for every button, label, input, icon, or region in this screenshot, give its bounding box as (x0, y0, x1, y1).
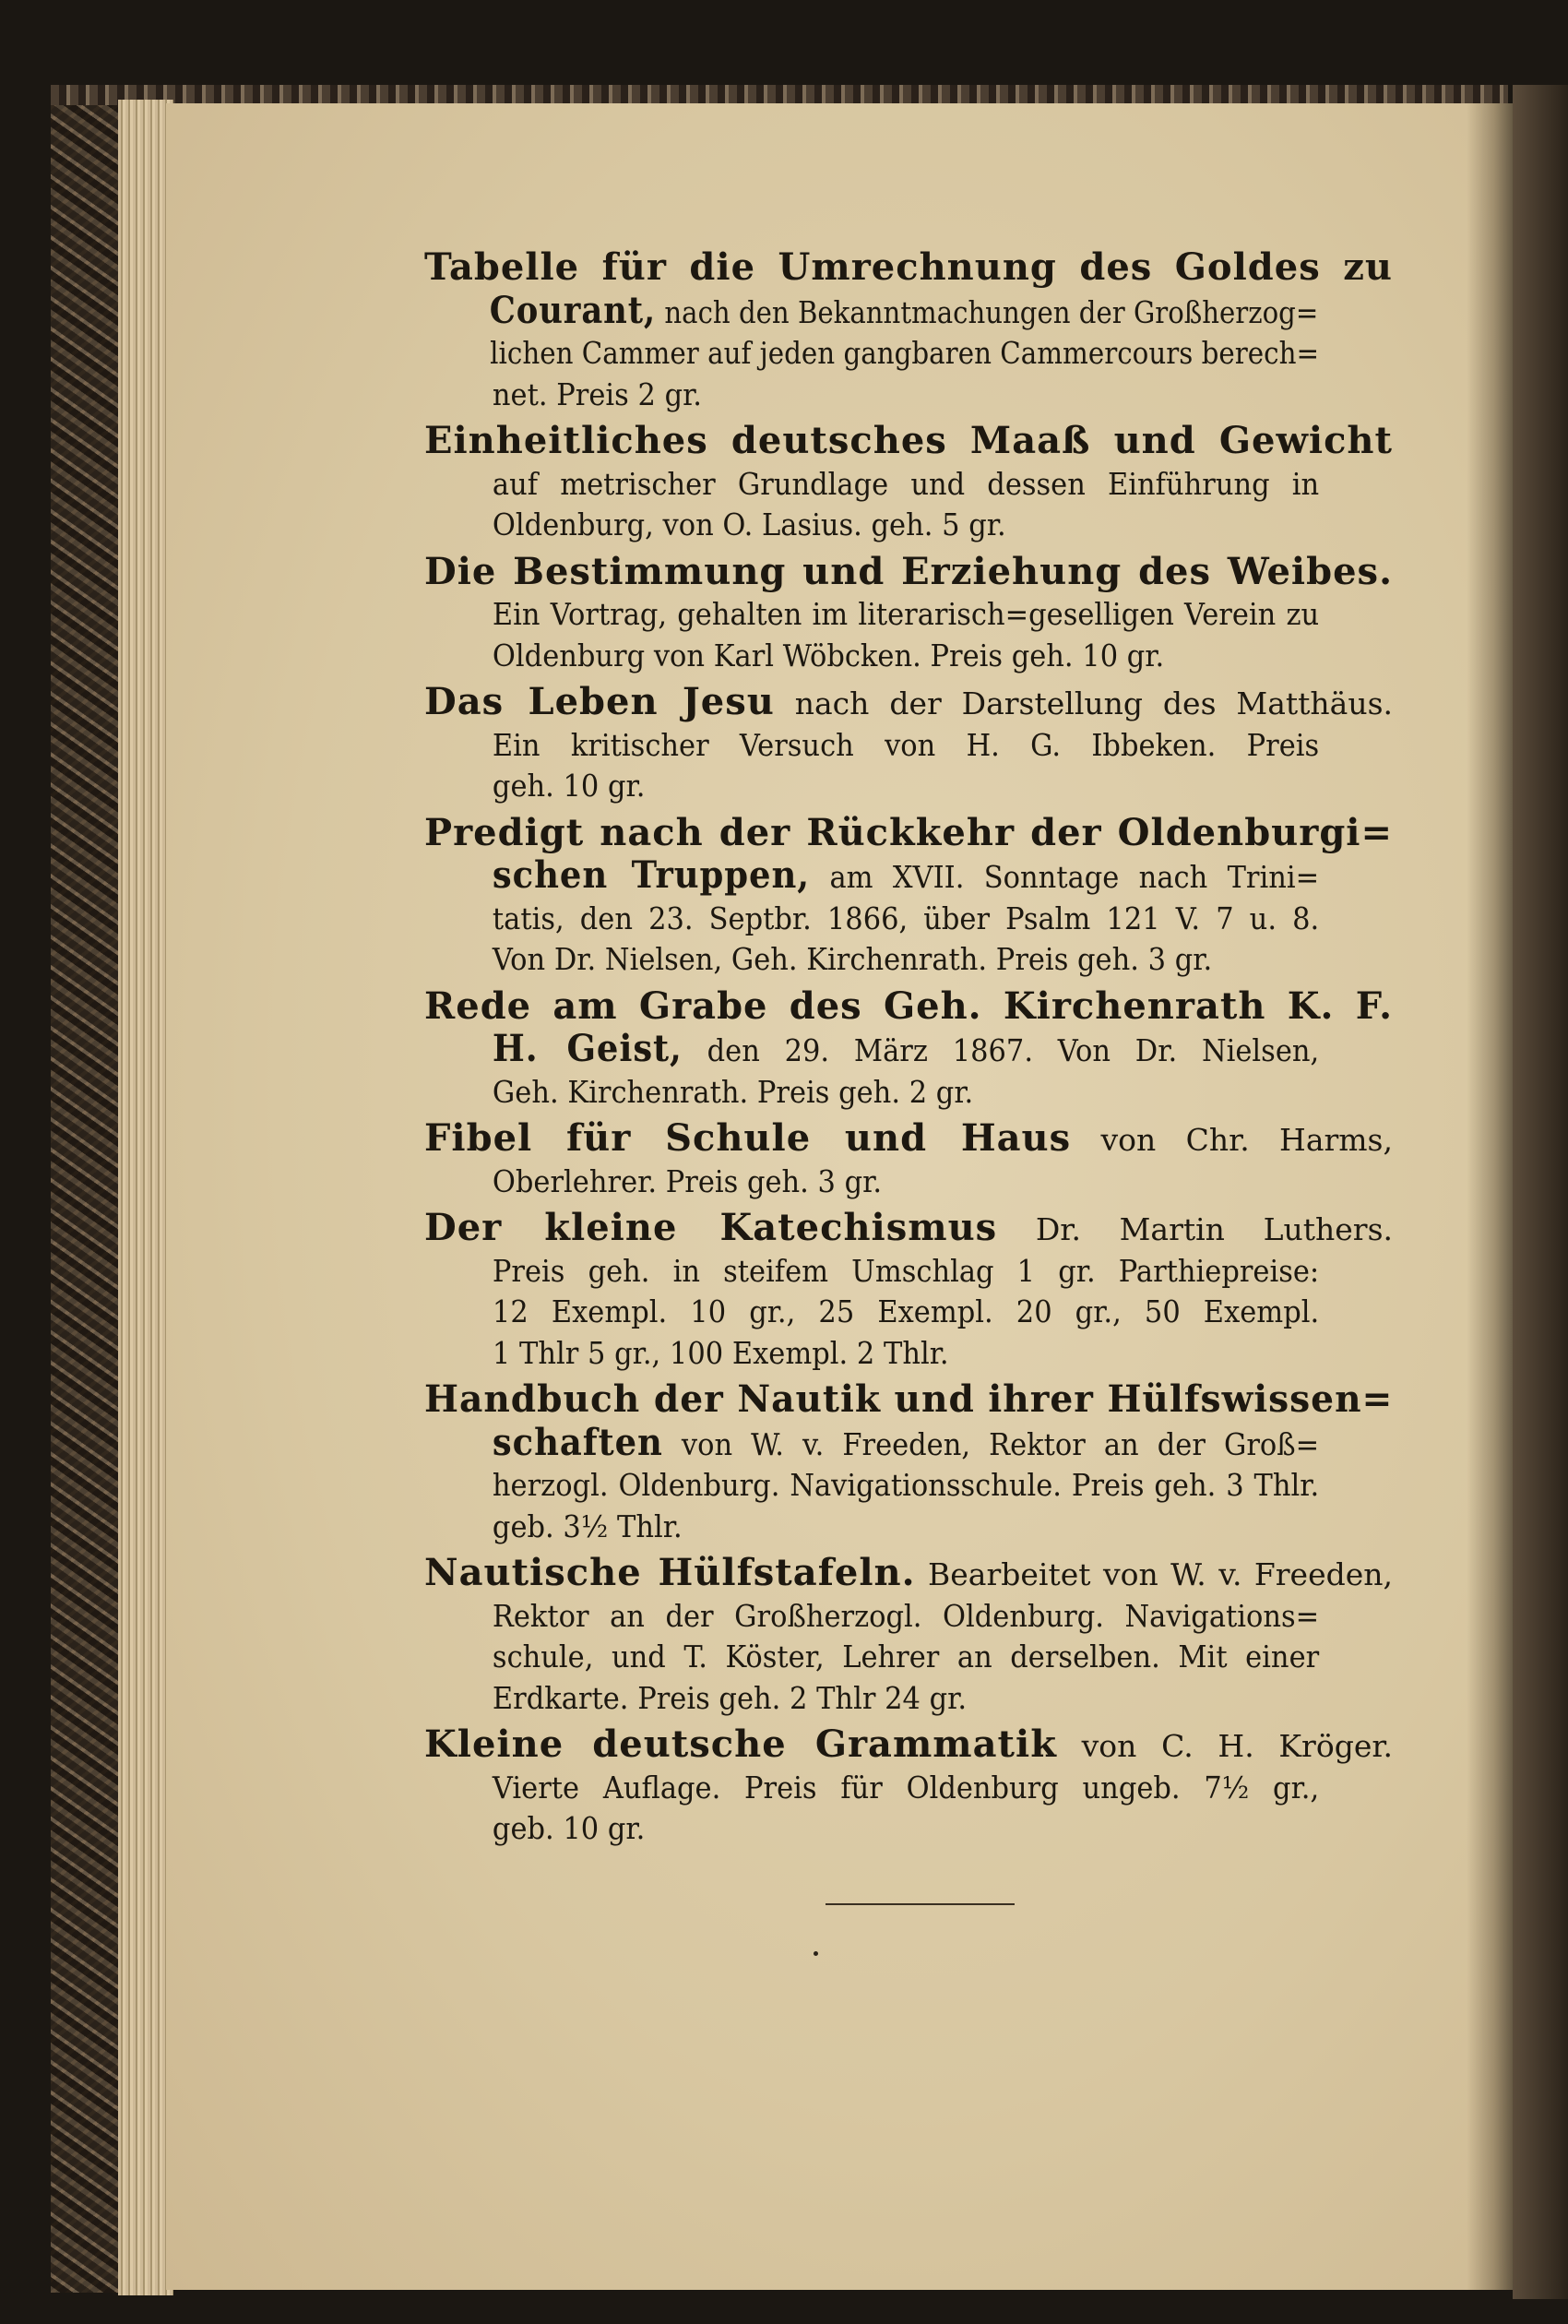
entry-heading: Courant, (489, 288, 657, 332)
entry-text-line (424, 1251, 1319, 1293)
entry-text-line (424, 899, 1319, 940)
entry-text-line (424, 1678, 1319, 1720)
entry-description: geb. 3½ Thlr. (492, 1508, 683, 1544)
entry-heading: Rede am Grabe des Geh. Kirchenrath K. F. (424, 983, 1393, 1028)
entry-text-line (424, 636, 1319, 677)
entry-text-line (424, 1292, 1319, 1333)
entry-description: herzogl. Oldenburg. Navigationsschule. Preis geh. 3 Thlr. (492, 1467, 1320, 1503)
entry-description: Dr. Martin Luthers. (997, 1211, 1393, 1247)
entry-description: geb. 10 gr. (492, 1810, 646, 1846)
entry-description: auf metrischer Grundlage und dessen Einführung in (492, 465, 1320, 502)
entry-title-line (424, 1208, 1393, 1251)
entry-description: Vierte Auflage. Preis für Oldenburg ungeb. 7½ gr., (492, 1769, 1320, 1806)
entry-heading: Nautische Hülfstafeln. (424, 1551, 916, 1594)
entry-text-line (424, 855, 1319, 899)
entry-heading: Kleine deutsche Grammatik (424, 1722, 1057, 1766)
entry-description: Von Dr. Nielsen, Geh. Kirchenrath. Preis geh. 3 gr. (492, 941, 1213, 977)
entry-text-line (424, 464, 1319, 506)
entry-text-line (424, 333, 1320, 375)
entry-title-line (424, 549, 1393, 595)
entry-title-line (424, 1724, 1393, 1768)
cover-top-edge (51, 85, 1508, 105)
entry-text-line (424, 1162, 1319, 1203)
entry-title-line (424, 1553, 1393, 1596)
book-entry (424, 682, 1393, 807)
entry-title-line (424, 421, 1393, 464)
entry-description: Geh. Kirchenrath. Preis geh. 2 gr. (492, 1073, 974, 1110)
entry-heading: Die Bestimmung und Erziehung des Weibes. (424, 549, 1393, 593)
entry-description: Oldenburg, von O. Lasius. geh. 5 gr. (492, 507, 1006, 542)
entry-description: schule, und T. Köster, Lehrer an derselben. Mit einer (492, 1639, 1320, 1674)
entry-description: von C. H. Kröger. (1056, 1728, 1393, 1764)
book-entry (424, 549, 1393, 677)
book-entry (424, 983, 1393, 1114)
entry-text-line (424, 1596, 1319, 1638)
entry-title-line (424, 983, 1393, 1030)
entry-text-line (424, 288, 1319, 334)
book-entry (424, 1379, 1393, 1547)
entry-description: tatis, den 23. Septbr. 1866, über Psalm 121 V. 7 u. 8. (492, 900, 1320, 936)
entry-heading: Einheitliches deutsches Maaß und Gewicht (424, 419, 1393, 462)
book-entry (424, 1118, 1393, 1202)
entry-heading: Das Leben Jesu (424, 680, 775, 723)
entry-heading: Der kleine Katechismus (424, 1206, 998, 1249)
page-edges (118, 100, 173, 2295)
entry-text-line (424, 1333, 1319, 1375)
entry-description: den 29. März 1867. Von Dr. Nielsen, (682, 1032, 1320, 1068)
entry-heading: Handbuch der Nautik und ihrer Hülfswissen= (424, 1377, 1394, 1421)
entry-description: Erdkarte. Preis geh. 2 Thlr 24 gr. (492, 1679, 968, 1716)
entry-heading: Tabelle für die Umrechnung des Goldes zu (424, 245, 1393, 289)
entry-text-line (424, 1637, 1319, 1678)
book-entry (424, 247, 1393, 415)
entry-description: von W. v. Freeden, Rektor an der Groß= (662, 1425, 1320, 1462)
entry-description: Rektor an der Großherzogl. Oldenburg. Navigations= (492, 1597, 1320, 1634)
entry-heading: Fibel für Schule und Haus (424, 1116, 1072, 1160)
entry-description: lichen Cammer auf jeden gangbaren Cammercours berech= (490, 335, 1320, 371)
closing-rule (826, 1903, 1015, 1905)
book-entry (424, 421, 1393, 546)
entry-heading: schen Truppen, (492, 853, 811, 897)
entry-description: Bearbeitet von W. v. Freeden, (915, 1556, 1394, 1592)
entry-text-line (424, 1465, 1319, 1507)
cover-right-edge (1513, 85, 1568, 2299)
entry-description: Preis geh. in steifem Umschlag 1 gr. Parthiepreise: (492, 1252, 1320, 1289)
entry-text-line (424, 939, 1319, 981)
entry-text-line (424, 594, 1319, 636)
entry-description: nach den Bekanntmachungen der Großherzog= (656, 293, 1319, 330)
entry-text-line (424, 1072, 1319, 1114)
entry-text-line (424, 1768, 1319, 1809)
entry-text-line (424, 1808, 1319, 1850)
entry-title-line (424, 810, 1393, 856)
entry-description: geh. 10 gr. (492, 768, 646, 804)
entry-description: 12 Exempl. 10 gr., 25 Exempl. 20 gr., 50 Exempl. (492, 1293, 1320, 1329)
page-gutter-shadow (1467, 103, 1513, 2290)
entry-title-line (424, 1377, 1394, 1423)
entry-title-line (424, 682, 1393, 725)
entry-text-line (424, 505, 1319, 546)
entry-heading: schaften (492, 1420, 663, 1464)
entry-text-line (424, 1029, 1319, 1072)
entry-heading: Predigt nach der Rückkehr der Oldenburgi= (424, 810, 1393, 854)
entry-text-line (424, 375, 1319, 416)
entry-description: nach der Darstellung des Matthäus. (774, 685, 1393, 721)
entry-description: am XVII. Sonntage nach Trini= (810, 859, 1320, 895)
entry-text-line (424, 1507, 1319, 1548)
book-entry (424, 1553, 1393, 1719)
entry-description: Oldenburg von Karl Wöbcken. Preis geh. 10 gr. (492, 637, 1165, 673)
book-entry (424, 1724, 1393, 1850)
entry-description: net. Preis 2 gr. (492, 375, 703, 412)
entry-description: Ein kritischer Versuch von H. G. Ibbeken. Preis (492, 726, 1320, 763)
entry-description: Ein Vortrag, gehalten im literarisch=geselligen Verein zu (492, 596, 1320, 632)
entry-title-line (424, 247, 1393, 291)
entry-text-line (424, 766, 1319, 807)
book-entry (424, 1208, 1393, 1374)
entry-title-line (424, 1118, 1393, 1162)
entry-heading: H. Geist, (492, 1027, 683, 1070)
page-mark (814, 1951, 818, 1956)
book-entry (424, 810, 1393, 981)
entry-description: Oberlehrer. Preis geh. 3 gr. (492, 1162, 883, 1199)
entry-description: 1 Thlr 5 gr., 100 Exempl. 2 Thlr. (492, 1334, 949, 1371)
entry-text-line (424, 725, 1319, 767)
entry-description: von Chr. Harms, (1071, 1122, 1393, 1158)
entry-text-line (424, 1420, 1320, 1466)
advertisement-list (424, 247, 1393, 1855)
